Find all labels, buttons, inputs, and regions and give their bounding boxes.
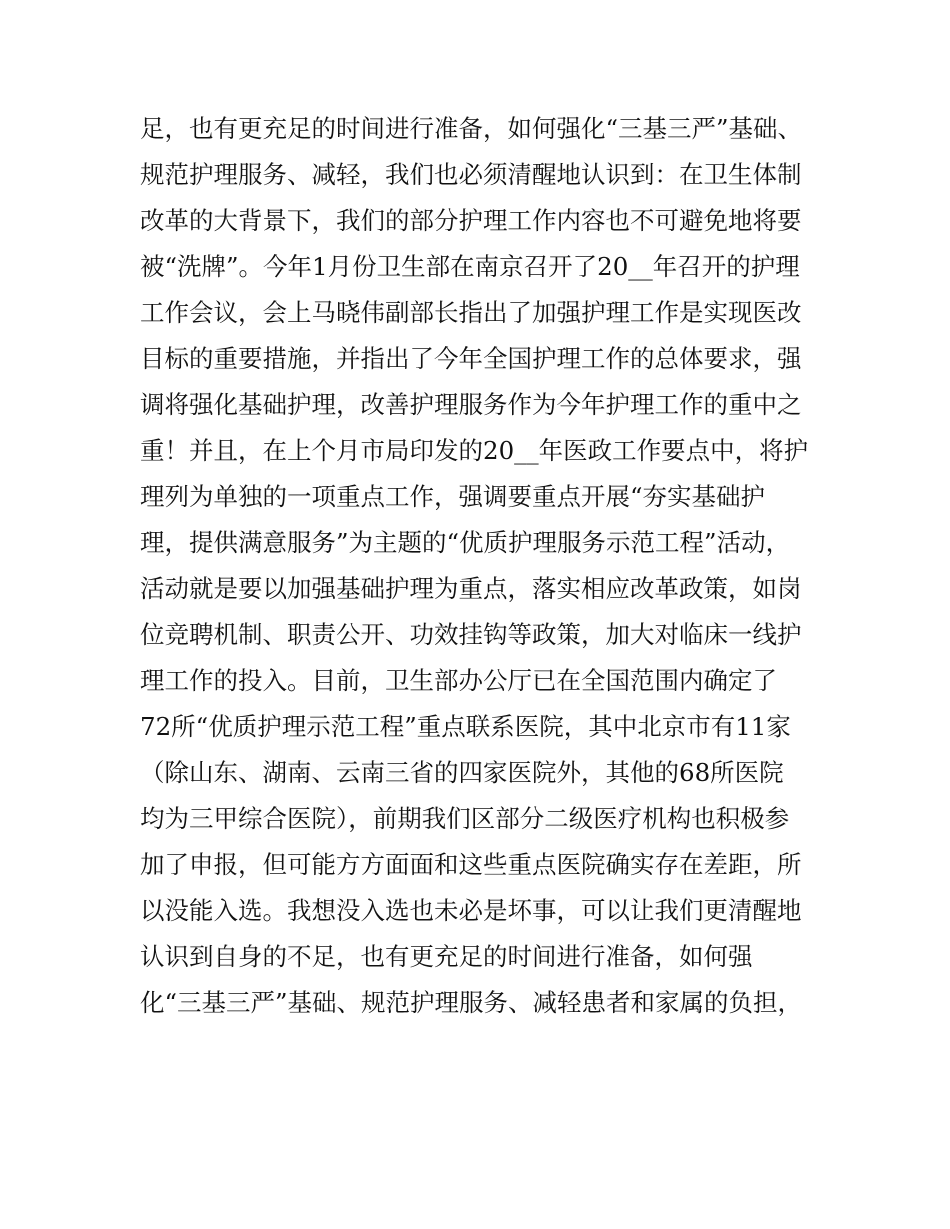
text-line: 规范护理服务、减轻，我们也必须清醒地认识到：在卫生体制: [140, 160, 802, 189]
text-line: 理工作的投入。目前，卫生部办公厅已在全国范围内确定了: [140, 666, 777, 695]
text-line: 目标的重要措施，并指出了今年全国护理工作的总体要求，强: [140, 344, 802, 373]
text-line: 加了申报，但可能方方面面和这些重点医院确实存在差距，所: [140, 850, 802, 879]
text-line: （除山东、湖南、云南三省的四家医院外，其他的68所医院: [140, 758, 784, 787]
text-line: 均为三甲综合医院），前期我们区部分二级医疗机构也积极参: [140, 804, 790, 833]
text-line: 理列为单独的一项重点工作，强调要重点开展“夯实基础护: [140, 482, 766, 511]
text-line: 理，提供满意服务”为主题的“优质护理服务示范工程”活动，: [140, 528, 791, 557]
text-line: 改革的大背景下，我们的部分护理工作内容也不可避免地将要: [140, 206, 802, 235]
body-text: [140, 106, 830, 1026]
text-line: 化“三基三严”基础、规范护理服务、减轻患者和家属的负担，: [140, 988, 803, 1017]
text-line: 活动就是要以加强基础护理为重点，落实相应改革政策，如岗: [140, 574, 802, 603]
text-line: 被“洗牌”。今年1月份卫生部在南京召开了20__年召开的护理: [140, 252, 800, 281]
text-line: 调将强化基础护理，改善护理服务作为今年护理工作的重中之: [140, 390, 802, 419]
text-line: 认识到自身的不足，也有更充足的时间进行准备，如何强: [140, 942, 753, 971]
text-line: 以没能入选。我想没入选也未必是坏事，可以让我们更清醒地: [140, 896, 802, 925]
text-line: 足，也有更充足的时间进行准备，如何强化“三基三严”基础、: [140, 114, 803, 143]
text-line: 工作会议，会上马晓伟副部长指出了加强护理工作是实现医改: [140, 298, 802, 327]
text-line: 重！并且，在上个月市局印发的20__年医政工作要点中，将护: [140, 436, 809, 465]
text-line: 72所“优质护理示范工程”重点联系医院，其中北京市有11家: [140, 712, 791, 741]
text-line: 位竞聘机制、职责公开、功效挂钩等政策，加大对临床一线护: [140, 620, 802, 649]
